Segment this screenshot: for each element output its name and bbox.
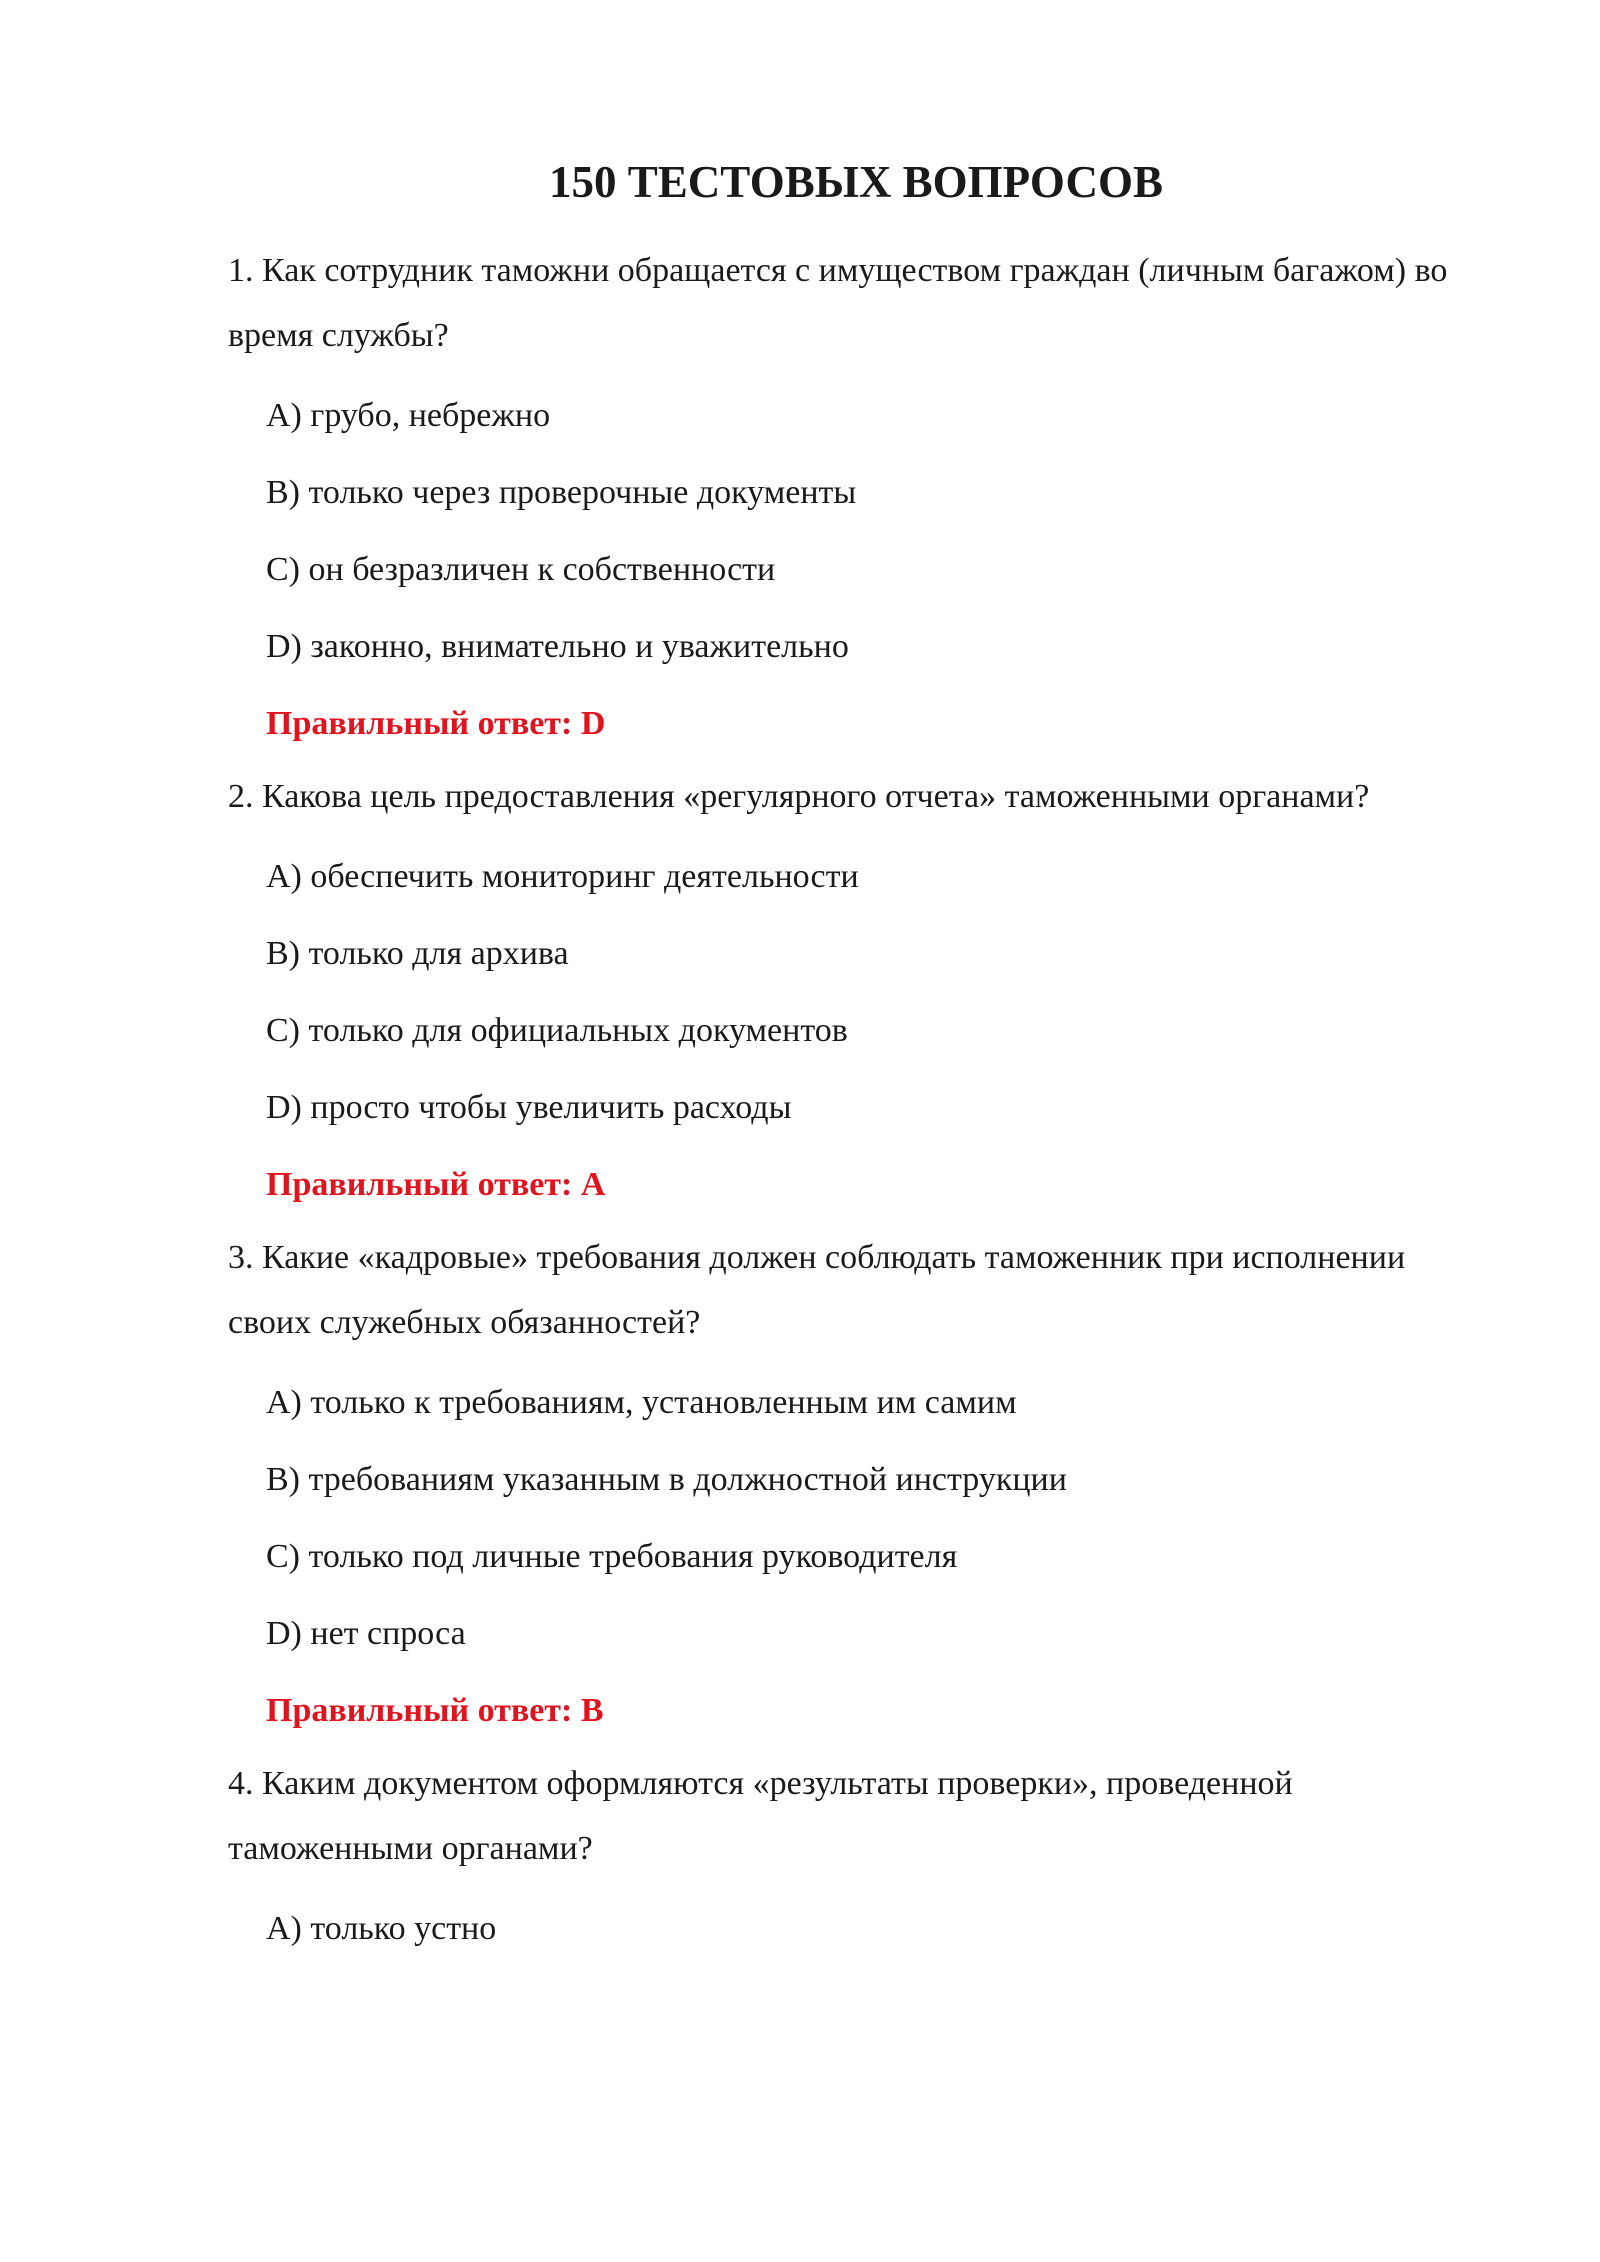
correct-answer: Правильный ответ: D: [266, 705, 606, 742]
option-c: C) только под личные требования руководителя: [266, 1538, 958, 1575]
option-d: D) законно, внимательно и уважительно: [266, 628, 849, 665]
option-c: C) он безразличен к собственности: [266, 551, 776, 588]
option-a: A) обеспечить мониторинг деятельности: [266, 858, 859, 895]
question-text: 4. Каким документом оформляются «результаты проверки», проведенной таможенными органами?: [228, 1765, 1293, 1867]
option-list: [228, 1905, 1448, 1953]
option-a: A) грубо, небрежно: [266, 397, 551, 434]
option-d: D) просто чтобы увеличить расходы: [266, 1089, 792, 1126]
question-item-2: [228, 764, 1448, 1209]
document-title: 150 ТЕСТОВЫХ ВОПРОСОВ: [549, 157, 1163, 207]
option-a: A) только устно: [266, 1910, 497, 1947]
option-b: B) только для архива: [266, 935, 569, 972]
option-list: [228, 1379, 1448, 1658]
option-a: A) только к требованиям, установленным им самим: [266, 1384, 1017, 1421]
option-b: B) требованиям указанным в должностной инструкции: [266, 1461, 1067, 1498]
option-list: [228, 392, 1448, 671]
question-text: 1. Как сотрудник таможни обращается с имуществом граждан (личным багажом) во время службы?: [228, 252, 1448, 354]
option-list: [228, 853, 1448, 1132]
option-b: B) только через проверочные документы: [266, 474, 857, 511]
correct-answer: Правильный ответ: A: [266, 1166, 606, 1203]
question-item-4: [228, 1751, 1448, 1953]
correct-answer: Правильный ответ: B: [266, 1692, 604, 1729]
question-item-1: [228, 238, 1448, 748]
question-text: 2. Какова цель предоставления «регулярного отчета» таможенными органами?: [228, 778, 1370, 815]
question-item-3: [228, 1225, 1448, 1735]
option-c: C) только для официальных документов: [266, 1012, 848, 1049]
question-list: [228, 238, 1448, 1982]
question-text: 3. Какие «кадровые» требования должен соблюдать таможенник при исполнении своих служебных обязанностей?: [228, 1239, 1406, 1341]
option-d: D) нет спроса: [266, 1615, 466, 1652]
